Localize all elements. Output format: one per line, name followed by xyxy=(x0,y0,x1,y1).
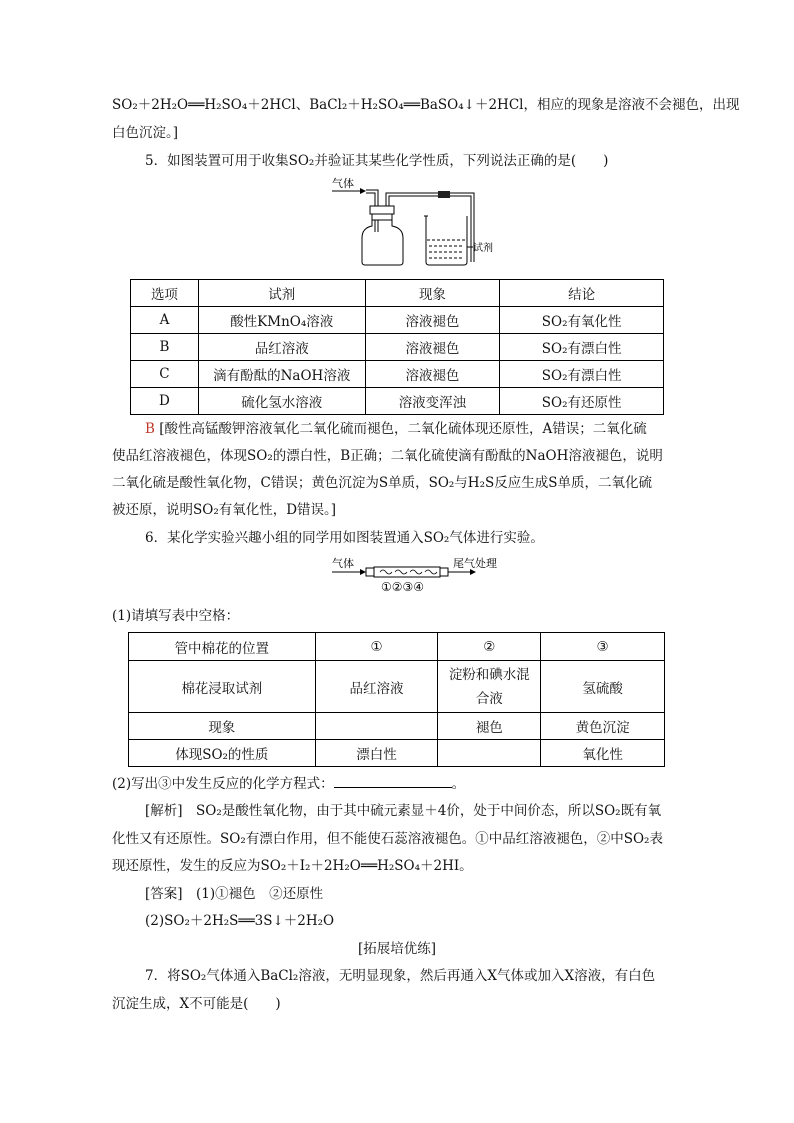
fig5-reagent-label: 试剂 xyxy=(473,243,493,254)
table-cell: 褪色 xyxy=(438,713,541,740)
table-row xyxy=(131,307,664,334)
phenomenon-cell: 溶液褪色 xyxy=(365,307,500,334)
q6-properties-table xyxy=(128,632,665,767)
table-cell: 黄色沉淀 xyxy=(541,713,665,740)
cell-text-line: 淀粉和碘水混 xyxy=(448,666,530,683)
table-cell: 漂白性 xyxy=(315,740,438,767)
q6-answer-line-1: [答案] (1)①褪色 ②还原性 xyxy=(145,886,324,902)
q5-answer-letter: B xyxy=(145,421,155,437)
fig6-tail-label: 尾气处理 xyxy=(453,557,497,570)
q6-sub2 xyxy=(112,773,465,794)
q6-analysis-line-3: 现还原性，发生的反应为SO₂＋I₂＋2H₂O══H₂SO₄＋2HI。 xyxy=(112,858,473,874)
header-cell: ① xyxy=(315,633,438,661)
q5-explanation-line-1 xyxy=(145,419,647,439)
header-cell: 选项 xyxy=(131,280,199,307)
row-label-cell: 体现SO₂的性质 xyxy=(129,740,316,767)
q5-explanation-line-4: 被还原，说明SO₂有氧化性，D错误。] xyxy=(112,502,337,518)
fig5-gas-label: 气体 xyxy=(332,177,354,190)
prev-explanation-line-2: 白色沉淀。] xyxy=(112,125,179,141)
table-row xyxy=(129,740,665,767)
table-header-row xyxy=(129,633,665,661)
q6-stem: 6．某化学实验兴趣小组的同学用如图装置通入SO₂气体进行实验。 xyxy=(145,530,544,546)
header-cell: ③ xyxy=(541,633,665,661)
q5-stem: 5．如图装置可用于收集SO₂并验证其某些化学性质，下列说法正确的是( ) xyxy=(145,153,609,169)
gas-collection-apparatus-figure xyxy=(330,176,500,268)
option-cell: D xyxy=(131,388,199,415)
q5-explanation-line-3: 二氧化硫是酸性氧化物，C错误；黄色沉淀为S单质，SO₂与H₂S反应生成S单质，二氧化硫 xyxy=(112,475,652,491)
q6-sub2-prompt: (2)写出③中发生反应的化学方程式： xyxy=(112,776,334,792)
section-heading: [拓展培优练] xyxy=(357,941,437,957)
table-cell: 品红溶液 xyxy=(315,661,438,713)
reagent-cell: 酸性KMnO₄溶液 xyxy=(198,307,365,334)
table-cell: 氧化性 xyxy=(541,740,665,767)
option-cell: B xyxy=(131,334,199,361)
conclusion-cell: SO₂有漂白性 xyxy=(500,334,664,361)
conclusion-cell: SO₂有还原性 xyxy=(500,388,664,415)
phenomenon-cell: 溶液褪色 xyxy=(365,334,500,361)
table-row xyxy=(129,713,665,740)
q5-explanation-line-2: 使品红溶液褪色，体现SO₂的漂白性，B正确；二氧化硫使滴有酚酞的NaOH溶液褪色，说明 xyxy=(112,448,663,464)
cell-text-line: 合液 xyxy=(475,690,503,707)
table-cell: 氢硫酸 xyxy=(541,661,665,713)
table-row xyxy=(131,388,664,415)
q6-sub1: (1)请填写表中空格： xyxy=(112,608,240,624)
table-header-row xyxy=(131,280,664,307)
table-cell xyxy=(438,740,541,767)
row-label-cell: 棉花浸取试剂 xyxy=(129,661,316,713)
prev-explanation-line-1: SO₂＋2H₂O══H₂SO₄＋2HCl、BaCl₂＋H₂SO₄══BaSO₄↓＋2HCl，相应的现象是溶液不会褪色，出现 xyxy=(112,97,740,113)
conclusion-cell: SO₂有漂白性 xyxy=(500,361,664,388)
table-cell xyxy=(438,661,541,713)
cotton-tube-apparatus-figure xyxy=(330,557,510,597)
header-cell: 现象 xyxy=(365,280,500,307)
header-cell: 试剂 xyxy=(198,280,365,307)
header-cell: ② xyxy=(438,633,541,661)
q7-line-2: 沉淀生成，X不可能是( ) xyxy=(112,996,281,1012)
q6-analysis-line-1: [解析] SO₂是酸性氧化物，由于其中硫元素显＋4价，处于中间价态，所以SO₂既有氧 xyxy=(145,803,662,819)
fig6-number-labels: ①②③④ xyxy=(381,580,425,594)
option-cell: A xyxy=(131,307,199,334)
option-cell: C xyxy=(131,361,199,388)
reagent-cell: 滴有酚酞的NaOH溶液 xyxy=(198,361,365,388)
answer-blank xyxy=(334,773,452,788)
reagent-cell: 硫化氢水溶液 xyxy=(198,388,365,415)
q5-explanation-text: [酸性高锰酸钾溶液氧化二氧化硫而褪色，二氧化硫体现还原性，A错误；二氧化硫 xyxy=(159,421,647,437)
q6-analysis-line-2: 化性又有还原性。SO₂有漂白作用，但不能使石蕊溶液褪色。①中品红溶液褪色，②中SO₂表 xyxy=(112,831,663,847)
table-row xyxy=(129,661,665,713)
q5-options-table xyxy=(130,279,664,415)
header-cell: 管中棉花的位置 xyxy=(129,633,316,661)
conclusion-cell: SO₂有氧化性 xyxy=(500,307,664,334)
row-label-cell: 现象 xyxy=(129,713,316,740)
table-row xyxy=(131,334,664,361)
q6-sub2-end: 。 xyxy=(451,776,466,792)
q7-line-1: 7．将SO₂气体通入BaCl₂溶液，无明显现象，然后再通入X气体或加入X溶液，有白色 xyxy=(145,968,656,984)
table-cell xyxy=(315,713,438,740)
q6-answer-line-2: (2)SO₂＋2H₂S══3S↓＋2H₂O xyxy=(145,913,335,929)
fig6-gas-label: 气体 xyxy=(332,557,354,570)
phenomenon-cell: 溶液变浑浊 xyxy=(365,388,500,415)
phenomenon-cell: 溶液褪色 xyxy=(365,361,500,388)
reagent-cell: 品红溶液 xyxy=(198,334,365,361)
table-row xyxy=(131,361,664,388)
header-cell: 结论 xyxy=(500,280,664,307)
